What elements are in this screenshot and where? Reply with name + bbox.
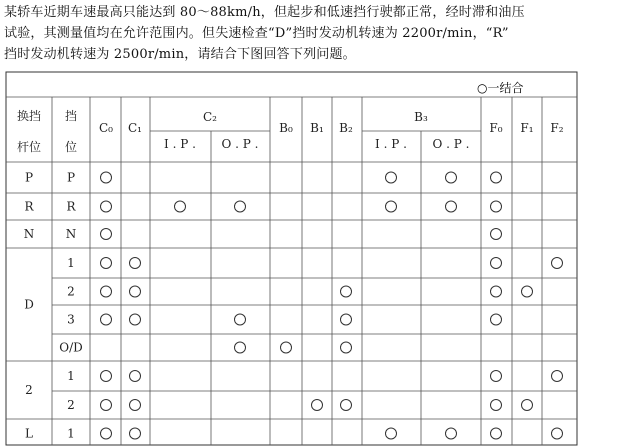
header-gear-line1: 挡	[64, 109, 78, 123]
gear-cell: 1	[67, 426, 75, 441]
engaged-mark-c1	[130, 400, 141, 411]
engaged-mark-f0	[491, 428, 502, 439]
table-grid	[6, 97, 577, 445]
engaged-mark-f0	[491, 172, 502, 183]
header-c2-op: O . P .	[221, 137, 259, 151]
engaged-mark-b3-op	[446, 428, 457, 439]
question-line-1: 某轿车近期车速最高只能达到 80～88km/h，但起步和低速挡行驶都正常，经时滞和油压	[4, 5, 525, 20]
header-b3-op: O . P .	[432, 137, 470, 151]
lever-cell: D	[24, 297, 34, 312]
engaged-mark-c0	[101, 314, 112, 325]
header-f1: F₁	[520, 121, 534, 135]
engaged-mark-f0	[491, 201, 502, 212]
engaged-mark-c0	[101, 229, 112, 240]
engaged-mark-f2	[552, 428, 563, 439]
engaged-mark-b1	[312, 400, 323, 411]
lever-cell: R	[24, 199, 34, 214]
engaged-mark-f0	[491, 314, 502, 325]
header-f0: F₀	[489, 121, 503, 135]
engaged-mark-f0	[491, 400, 502, 411]
header-f2: F₂	[550, 121, 564, 135]
gear-cell: 2	[67, 398, 75, 412]
lever-cell: P	[24, 170, 34, 185]
engaged-mark-f1	[522, 286, 533, 297]
gear-cell: 3	[67, 312, 75, 327]
engaged-mark-c2-op	[235, 201, 246, 212]
header-b2: B₂	[339, 121, 353, 135]
gear-cell: O/D	[59, 340, 83, 355]
engaged-mark-f2	[552, 371, 563, 382]
header-c0: C₀	[99, 121, 113, 135]
header-lever-line1: 换挡	[16, 109, 42, 123]
header-b3-ip: I . P .	[375, 137, 407, 151]
engaged-mark-f0	[491, 286, 502, 297]
gear-cell: N	[65, 227, 77, 241]
engaged-mark-f1	[522, 400, 533, 411]
engaged-mark-c2-op	[235, 342, 246, 353]
engaged-mark-c0	[101, 172, 112, 183]
engaged-mark-c1	[130, 258, 141, 269]
header-c2: C₂	[203, 110, 217, 124]
engaged-mark-b2	[341, 400, 352, 411]
engaged-mark-b2	[341, 314, 352, 325]
engaged-mark-c0	[101, 371, 112, 382]
engaged-mark-c2-ip	[175, 201, 186, 212]
engaged-mark-c1	[130, 371, 141, 382]
engaged-mark-b3-ip	[386, 428, 397, 439]
engaged-mark-c1	[130, 286, 141, 297]
engaged-mark-c0	[101, 258, 112, 269]
header-b3: B₃	[414, 110, 428, 124]
header-c1: C₁	[128, 121, 142, 135]
header-lever-line2: 杆位	[16, 140, 42, 154]
gear-cell: 1	[67, 256, 75, 270]
engaged-mark-f2	[552, 258, 563, 269]
engaged-mark-c0	[101, 286, 112, 297]
engaged-mark-f0	[491, 371, 502, 382]
gear-cell: P	[66, 170, 76, 185]
engaged-mark-c2-op	[235, 314, 246, 325]
engaged-mark-f0	[491, 258, 502, 269]
engaged-mark-f0	[491, 229, 502, 240]
engaged-mark-b2	[341, 286, 352, 297]
lever-cell: N	[23, 227, 35, 241]
header-gear-line2: 位	[64, 140, 78, 154]
header-c2-ip: I . P .	[164, 137, 196, 151]
header-b1: B₁	[310, 121, 324, 135]
engaged-mark-c0	[101, 201, 112, 212]
engaged-mark-b0	[281, 342, 292, 353]
engaged-mark-c1	[130, 428, 141, 439]
header-b0: B₀	[279, 121, 293, 135]
engaged-mark-c0	[101, 400, 112, 411]
question-line-3: 挡时发动机转速为 2500r/min，请结合下图回答下列问题。	[4, 47, 356, 62]
gear-cell: R	[66, 199, 76, 214]
engaged-mark-b3-op	[446, 201, 457, 212]
engaged-mark-c1	[130, 314, 141, 325]
gear-cell: 1	[67, 369, 75, 383]
lever-cell: L	[25, 426, 33, 441]
legend-text: ○一结合	[477, 81, 524, 95]
engaged-mark-b3-ip	[386, 201, 397, 212]
lever-cell: 2	[25, 383, 33, 397]
engaged-mark-b3-op	[446, 172, 457, 183]
engaged-mark-c0	[101, 428, 112, 439]
question-line-2: 试验，其测量值均在允许范围内。但失速检查“D”挡时发动机转速为 2200r/min，“R”	[4, 26, 509, 41]
gear-cell: 2	[67, 284, 75, 299]
engaged-mark-b2	[341, 342, 352, 353]
engaged-mark-b3-ip	[386, 172, 397, 183]
